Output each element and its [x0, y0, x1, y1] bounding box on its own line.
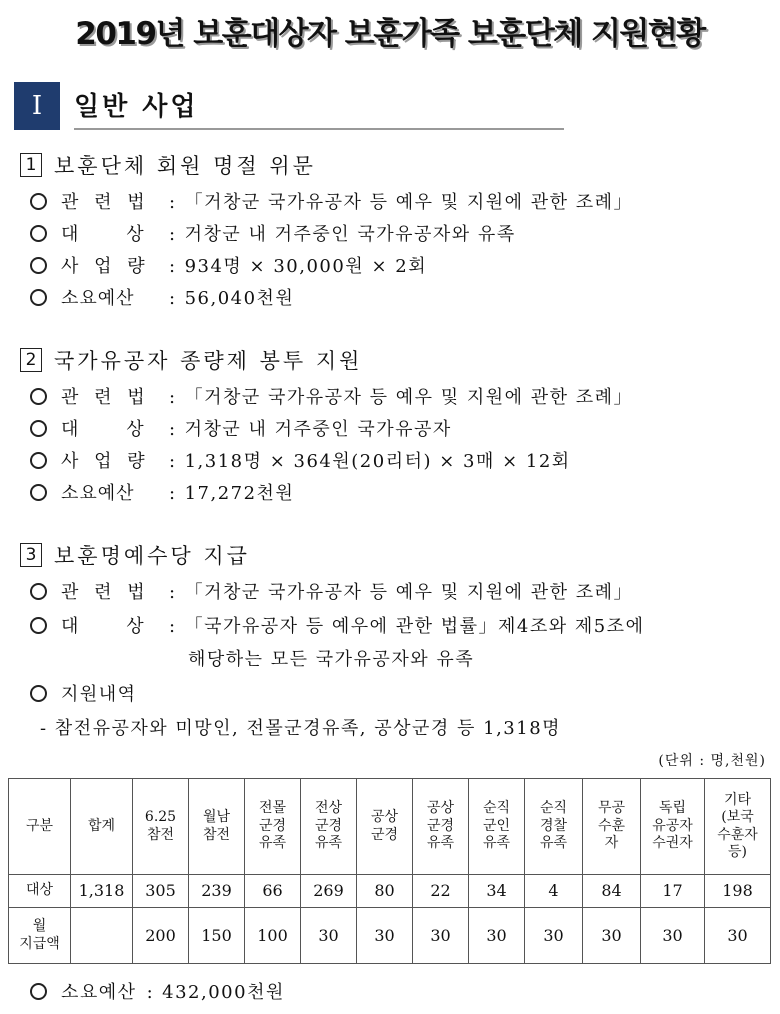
headers-cell: 기타 (보국 수훈자 등): [705, 779, 771, 875]
circle-bullet-icon: [30, 289, 47, 306]
row-label: 대 상: [61, 224, 149, 245]
row-value: 「거창군 국가유공자 등 예우 및 지원에 관한 조례」: [184, 387, 633, 408]
row-label: 소요예산: [61, 483, 135, 504]
row1-cell: 17: [641, 875, 705, 908]
section-3-row-target-cont: [188, 645, 474, 671]
circle-bullet-icon: [30, 193, 47, 210]
circle-bullet-icon: [30, 257, 47, 274]
row-label: 대 상: [61, 616, 149, 637]
section-2-row-target: 대 상 : 거창군 내 거주중인 국가유공자: [30, 415, 452, 441]
section-number: 1: [20, 153, 42, 177]
circle-bullet-icon: [30, 685, 47, 702]
circle-bullet-icon: [30, 225, 47, 242]
row1-cell: 4: [525, 875, 583, 908]
circle-bullet-icon: [30, 983, 47, 1000]
circle-bullet-icon: [30, 617, 47, 634]
row2-cell: 30: [641, 908, 705, 964]
support-table: [8, 778, 771, 964]
circle-bullet-icon: [30, 583, 47, 600]
section-3-row-target: 대 상 : 「국가유공자 등 예우에 관한 법률」제4조와 제5조에: [30, 612, 644, 638]
row-value: 934명 × 30,000원 × 2회: [184, 256, 428, 277]
chapter-divider: [74, 128, 564, 130]
headers-cell: 6.25 참전: [133, 779, 189, 875]
headers-cell: 월남 참전: [189, 779, 245, 875]
headers-cell: 무공 수훈 자: [583, 779, 641, 875]
section-3-row-budget: 소요예산 : 432,000천원: [30, 978, 285, 1004]
table-row: [9, 908, 771, 964]
row-label: 사 업 량: [61, 256, 150, 277]
table-row: [9, 875, 771, 908]
section-1-row-law: 관 련 법 : 「거창군 국가유공자 등 예우 및 지원에 관한 조례」: [30, 188, 633, 214]
row-value: 56,040천원: [184, 288, 295, 309]
row1-cell: 269: [301, 875, 357, 908]
headers-cell: 독립 유공자 수권자: [641, 779, 705, 875]
chapter-title: 일반 사업: [74, 92, 199, 122]
chapter-number: I: [14, 82, 60, 130]
headers-cell: 순직 경찰 유족: [525, 779, 583, 875]
row1-cell: 198: [705, 875, 771, 908]
row-label: 관 련 법: [61, 387, 150, 408]
row1-cell: 66: [245, 875, 301, 908]
row1-cell: 305: [133, 875, 189, 908]
headers-cell: 공상 군경: [357, 779, 413, 875]
row2-cell: 30: [469, 908, 525, 964]
section-title: 국가유공자 종량제 봉투 지원: [54, 349, 363, 373]
row1-cell: 84: [583, 875, 641, 908]
row-label: 사 업 량: [61, 451, 150, 472]
section-title: 보훈명예수당 지급: [54, 544, 250, 568]
row2-cell: 30: [583, 908, 641, 964]
section-3-heading: [20, 540, 250, 570]
section-3-detail: [40, 714, 561, 740]
row2-cell: 150: [189, 908, 245, 964]
headers-cell: 순직 군인 유족: [469, 779, 525, 875]
row-value: 「국가유공자 등 예우에 관한 법률」제4조와 제5조에: [184, 616, 645, 637]
circle-bullet-icon: [30, 452, 47, 469]
row-value: 「거창군 국가유공자 등 예우 및 지원에 관한 조례」: [184, 582, 633, 603]
headers-cell: 전몰 군경 유족: [245, 779, 301, 875]
section-1-row-target: 대 상 : 거창군 내 거주중인 국가유공자와 유족: [30, 220, 516, 246]
row1-label-cell: 대상: [9, 875, 71, 908]
headers-cell: 합계: [71, 779, 133, 875]
row2-cell: 30: [301, 908, 357, 964]
circle-bullet-icon: [30, 388, 47, 405]
row-label: 지원내역: [61, 684, 137, 705]
section-3-row-law: 관 련 법 : 「거창군 국가유공자 등 예우 및 지원에 관한 조례」: [30, 578, 633, 604]
chapter-heading: [14, 82, 564, 130]
section-1-row-budget: 소요예산 : 56,040천원: [30, 284, 294, 310]
row-value-continued: 해당하는 모든 국가유공자와 유족: [188, 649, 475, 670]
row-value: 거창군 내 거주중인 국가유공자: [184, 419, 452, 440]
row2-label-cell: 월 지급액: [9, 908, 71, 964]
detail-text: - 참전유공자와 미망인, 전몰군경유족, 공상군경 등 1,318명: [40, 718, 562, 739]
section-1-row-volume: 사 업 량 : 934명 × 30,000원 × 2회: [30, 252, 427, 278]
row-value: 1,318명 × 364원(20리터) × 3매 × 12회: [184, 451, 571, 472]
row-label: 관 련 법: [61, 582, 150, 603]
row-label: 소요예산: [61, 288, 135, 309]
row2-cell: [71, 908, 133, 964]
row-value: 「거창군 국가유공자 등 예우 및 지원에 관한 조례」: [184, 192, 633, 213]
headers-label-cell: 구분: [9, 779, 71, 875]
row1-cell: 34: [469, 875, 525, 908]
row-value: 17,272천원: [184, 483, 295, 504]
row2-cell: 30: [413, 908, 469, 964]
row-value: 432,000천원: [162, 982, 285, 1003]
row-label: 소요예산: [61, 982, 137, 1003]
section-number: 3: [20, 543, 42, 567]
row2-cell: 30: [357, 908, 413, 964]
page-title: 2019년 보훈대상자 보훈가족 보훈단체 지원현황: [75, 16, 705, 52]
section-title: 보훈단체 회원 명절 위문: [54, 154, 316, 178]
row-value: 거창군 내 거주중인 국가유공자와 유족: [184, 224, 516, 245]
row2-cell: 100: [245, 908, 301, 964]
section-number: 2: [20, 348, 42, 372]
section-2-row-budget: 소요예산 : 17,272천원: [30, 479, 294, 505]
headers-cell: 공상 군경 유족: [413, 779, 469, 875]
headers-cell: 전상 군경 유족: [301, 779, 357, 875]
row2-cell: 30: [525, 908, 583, 964]
unit-note: (단위 : 명,천원): [658, 753, 766, 769]
row1-cell: 80: [357, 875, 413, 908]
row2-cell: 30: [705, 908, 771, 964]
section-3-row-support: [30, 680, 137, 706]
section-1-heading: [20, 150, 316, 180]
row1-cell: 1,318: [71, 875, 133, 908]
table-header-row: [9, 779, 771, 875]
row2-cell: 200: [133, 908, 189, 964]
row1-cell: 239: [189, 875, 245, 908]
section-2-row-volume: 사 업 량 : 1,318명 × 364원(20리터) × 3매 × 12회: [30, 447, 571, 473]
circle-bullet-icon: [30, 420, 47, 437]
section-2-heading: [20, 345, 362, 375]
circle-bullet-icon: [30, 484, 47, 501]
section-2-row-law: 관 련 법 : 「거창군 국가유공자 등 예우 및 지원에 관한 조례」: [30, 383, 633, 409]
row-label: 대 상: [61, 419, 149, 440]
row1-cell: 22: [413, 875, 469, 908]
row-label: 관 련 법: [61, 192, 150, 213]
